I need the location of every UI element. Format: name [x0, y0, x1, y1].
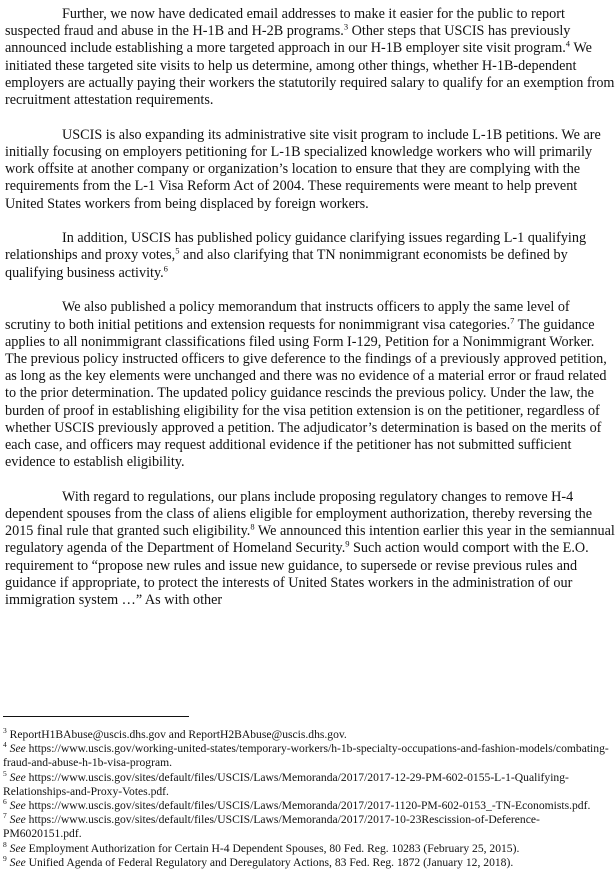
- footnote-separator: [3, 716, 189, 717]
- footnote-signal: See: [9, 855, 26, 869]
- footnote-number: 5: [3, 768, 7, 778]
- footnote-number: 9: [3, 853, 7, 863]
- paragraph-text: We initiated these targeted site visits to help us determine, among other things, whether H-1B-dependent employers are actually paying their workers the statutorily required salary to qualify for an exemption from recruitment attestation requirements.: [5, 40, 615, 109]
- footnote-number: 8: [3, 839, 7, 849]
- footnote-reference: 8: [250, 521, 255, 532]
- footnote-reference: 5: [175, 245, 180, 256]
- footnote: [3, 853, 616, 870]
- footnote-signal: See: [9, 841, 26, 855]
- footnote-reference: 4: [565, 38, 571, 49]
- paragraph: [5, 489, 615, 609]
- footnotes: [3, 728, 616, 870]
- paragraph-text: The guidance applies to all nonimmigrant classifications filed using Form I-129, Petition for a Nonimmigrant Worker. The previous policy instructed officers to give deference to the findings of a previously approved petition, as long as the key elements were unchanged and there was no evidence of a material error or fraud related to the prior determination. The updated policy guidance rescinds the previous policy. Under the law, the burden of proof in establishing eligibility for the visa petition extension is on the petitioner, regardless of whether USCIS previously approved a petition. The adjudicator’s determination is based on the merits of each case, and officers may request additional evidence if the petitioner has not submitted sufficient evidence to establish eligibility.: [5, 316, 607, 471]
- paragraph-text: Such action would comport with the E.O. requirement to “propose new rules and issue new guidance, to supersede or revise previous rules and guidance if appropriate, to protect the interests of United States workers in the administration of our immigration system …” As with other: [5, 540, 589, 609]
- body-text: [5, 6, 615, 627]
- footnote: [3, 728, 616, 742]
- paragraph-text: Further, we now have dedicated email addresses to make it easier for the public to report suspected fraud and abuse in the H-1B and H-2B programs.: [5, 6, 565, 40]
- footnote-text: ReportH1BAbuse@uscis.dhs.gov and ReportH2BAbuse@uscis.dhs.gov.: [9, 728, 347, 741]
- paragraph: [5, 230, 615, 282]
- footnote-number: 4: [3, 740, 7, 750]
- footnote-text: https://www.uscis.gov/sites/default/files/USCIS/Laws/Memoranda/2017/2017-10-23Rescission-of-Deference-PM6020151.pdf.: [3, 813, 540, 841]
- footnote-number: 7: [3, 811, 7, 821]
- paragraph: [5, 6, 615, 109]
- footnote: [3, 839, 616, 856]
- paragraph-text: With regard to regulations, our plans include proposing regulatory changes to remove H-4 dependent spouses from the class of aliens eligible for employment authorization, thereby reversing the 2015 final rule that granted such eligibility.: [5, 488, 593, 540]
- paragraph: [5, 299, 615, 471]
- footnote-reference: 7: [510, 314, 515, 325]
- footnote-number: 6: [3, 797, 7, 807]
- footnote-text: Employment Authorization for Certain H-4 Dependent Spouses, 80 Fed. Reg. 10283 (February 25, 2015).: [25, 841, 520, 855]
- footnote-reference: 3: [343, 21, 349, 32]
- paragraph: [5, 127, 615, 213]
- footnote-signal: See: [9, 799, 26, 813]
- footnote-number: 3: [3, 726, 7, 736]
- paragraph-text: and also clarifying that TN nonimmigrant economists be defined by qualifying business activity.: [5, 247, 568, 281]
- paragraph-text: Other steps that USCIS has previously announced include establishing a more targeted approach in our H-1B employer site visit program.: [5, 23, 571, 57]
- footnote-text: https://www.uscis.gov/sites/default/files/USCIS/Laws/Memoranda/2017/2017-12-29-PM-602-0155-L-1-Qualifying-Relationships-and-Proxy-Votes.pdf.: [3, 770, 569, 798]
- footnote-signal: See: [9, 742, 26, 756]
- paragraph-text: USCIS is also expanding its administrative site visit program to include L-1B petitions. We are initially focusing on employers petitioning for L-1B specialized knowledge workers who will primarily work offsite at another company or organization’s location to ensure that they are complying with the requirements from the L-1 Visa Reform Act of 2004. These requirements were meant to help prevent United States workers from being displaced by foreign workers.: [5, 126, 601, 212]
- footnote-signal: See: [9, 813, 26, 827]
- footnote: [3, 742, 616, 770]
- footnote-signal: See: [9, 770, 26, 784]
- footnote-text: https://www.uscis.gov/sites/default/files/USCIS/Laws/Memoranda/2017/2017-1120-PM-602-0153_-TN-Economists.pdf.: [25, 799, 591, 813]
- footnote: [3, 799, 616, 813]
- footnote-text: Unified Agenda of Federal Regulatory and Deregulatory Actions, 83 Fed. Reg. 1872 (January 12, 2018).: [25, 855, 514, 869]
- paragraph-text: We also published a policy memorandum that instructs officers to apply the same level of scrutiny to both initial petitions and extension requests for nonimmigrant visa categories.: [5, 299, 570, 333]
- paragraph-text: We announced this intention earlier this year in the semiannual regulatory agenda of the Department of Homeland Security.: [5, 523, 615, 557]
- footnote: [3, 768, 616, 799]
- footnote: [3, 813, 616, 841]
- footnote-reference: 6: [163, 262, 168, 273]
- paragraph-text: In addition, USCIS has published policy guidance clarifying issues regarding L-1 qualifying relationships and proxy votes,: [5, 230, 587, 264]
- footnote-reference: 9: [345, 538, 350, 549]
- footnote-text: https://www.uscis.gov/working-united-states/temporary-workers/h-1b-specialty-occupations-and-fashion-models/combating-fraud-and-abuse-h-1b-visa-program.: [3, 742, 609, 770]
